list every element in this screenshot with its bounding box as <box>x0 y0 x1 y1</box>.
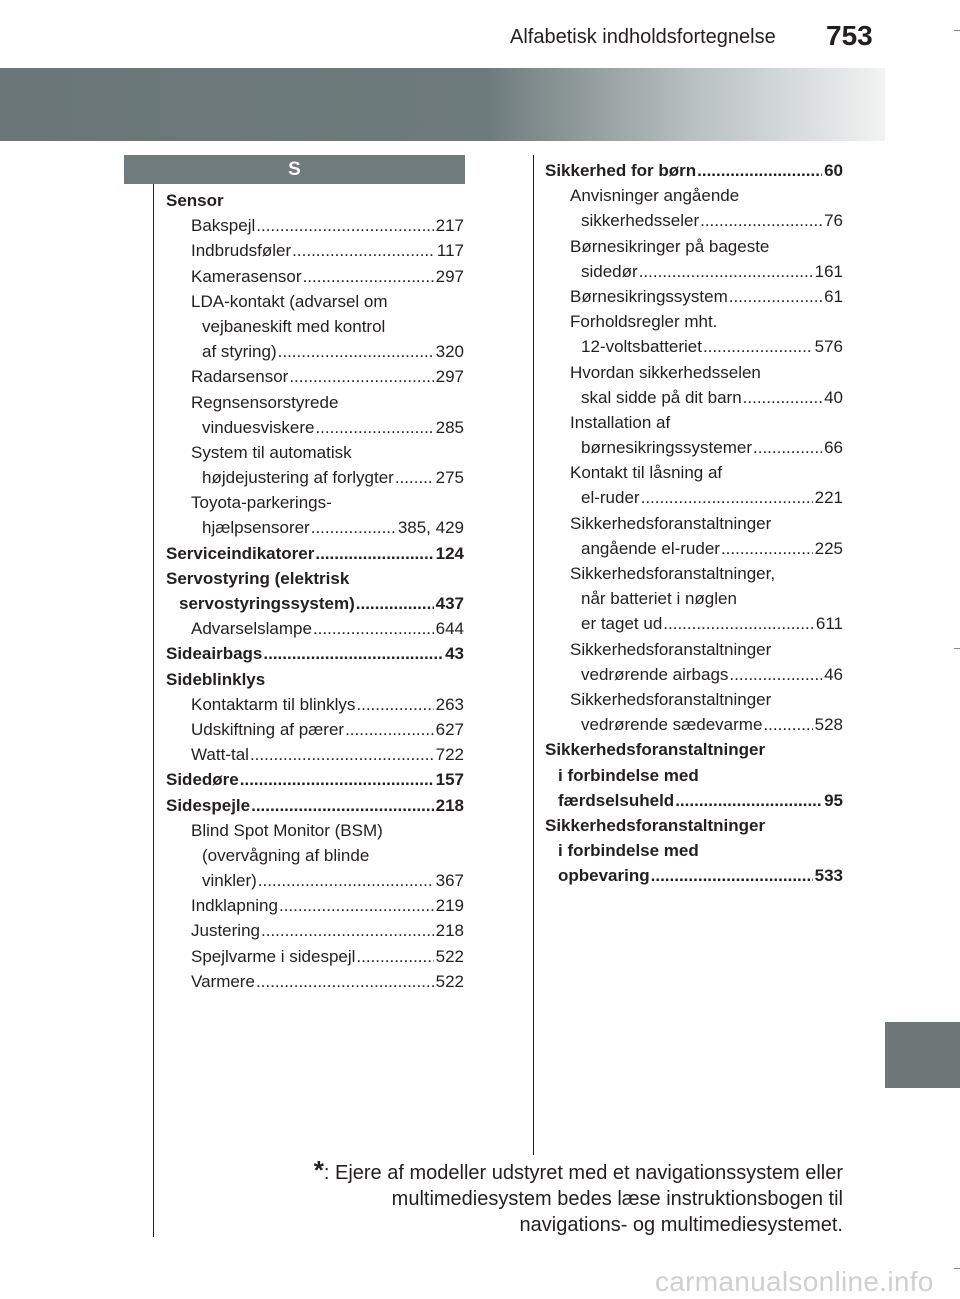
index-entry-page: 611 <box>815 614 843 634</box>
index-entry-text: Varmere <box>191 971 255 991</box>
index-entry <box>545 536 843 561</box>
index-entry-page: 522 <box>435 971 464 991</box>
index-entry <box>545 712 843 737</box>
index-entry <box>166 692 464 717</box>
dot-leader <box>256 969 434 994</box>
index-entry-text: vinduesviskere <box>202 417 315 437</box>
index-entry-text: færdselsuheld <box>558 790 675 810</box>
index-entry-text: Regnsensorstyrede <box>191 392 339 412</box>
dot-leader <box>703 334 813 359</box>
index-entry-text: Kontaktarm til blinklys <box>191 694 356 714</box>
header-band <box>0 68 885 141</box>
index-entry <box>166 868 464 893</box>
index-entry-page: 76 <box>824 211 843 231</box>
index-entry-page: 95 <box>824 790 843 810</box>
index-entry-page: 61 <box>824 286 843 306</box>
index-entry-text: Sikkerhedsforanstaltninger <box>570 513 772 533</box>
index-entry-text: Serviceindikatorer <box>166 543 315 563</box>
index-entry-text: Sikkerhedsforanstaltninger <box>570 639 772 659</box>
dot-leader <box>641 485 813 510</box>
page-number: 753 <box>826 20 873 51</box>
index-entry <box>545 763 843 788</box>
index-entry <box>545 259 843 284</box>
index-entry-text: Bakspejl <box>191 216 256 236</box>
index-entry-text: Sikkerhedsforanstaltninger <box>570 689 772 709</box>
index-entry <box>545 813 843 838</box>
chapter-side-tab <box>885 1022 960 1088</box>
index-entry <box>545 737 843 762</box>
index-entry <box>166 364 464 389</box>
footnote-line-1: *: Ejere af modeller udstyret med et navigationssystem eller <box>313 1155 843 1185</box>
index-entry-text: skal sidde på dit barn <box>581 387 742 407</box>
index-entry <box>545 485 843 510</box>
footnote-line-3: navigations- og multimediesystemet. <box>519 1214 843 1236</box>
index-entry-text: Sideairbags <box>166 644 263 664</box>
index-entry-text: Installation af <box>570 412 671 432</box>
column-divider <box>533 155 534 1155</box>
index-entry-text: (overvågning af blinde <box>202 845 370 865</box>
watermark: carmanualsonline.info <box>655 1266 934 1297</box>
index-entry <box>166 843 464 868</box>
index-entry-page: 367 <box>435 871 464 891</box>
dot-leader <box>251 793 434 818</box>
index-entry <box>545 662 843 687</box>
index-entry-page: 275 <box>435 468 464 488</box>
index-entry-text: angående el-ruder <box>581 538 720 558</box>
index-entry <box>166 541 464 566</box>
index-entry <box>166 339 464 364</box>
index-entry-text: Servostyring (elektrisk <box>166 568 350 588</box>
index-entry-page: 627 <box>435 719 464 739</box>
index-entry-text: Børnesikringer på bageste <box>570 236 770 256</box>
index-entry-page: 533 <box>814 866 843 886</box>
index-entry-text: sidedør <box>581 261 638 281</box>
index-entry <box>545 561 843 586</box>
dot-leader <box>292 238 435 263</box>
footnote-marker: * <box>313 1155 324 1185</box>
index-entry <box>545 611 843 636</box>
index-entry-page: 320 <box>435 342 464 362</box>
index-entry-page: 124 <box>435 543 464 563</box>
index-entry-page: 217 <box>435 216 464 236</box>
index-entry <box>545 586 843 611</box>
index-entry-text: Justering <box>191 921 260 941</box>
left-column-rule <box>153 184 154 1237</box>
index-entry <box>166 415 464 440</box>
index-entry <box>166 440 464 465</box>
index-entry-text: Toyota-parkerings- <box>191 493 332 513</box>
index-entry <box>166 616 464 641</box>
dot-leader <box>256 213 433 238</box>
index-column-left <box>166 188 464 994</box>
dot-leader <box>303 264 434 289</box>
index-entry-text: Advarselslampe <box>191 619 312 639</box>
index-entry-text: Kontakt til låsning af <box>570 463 723 483</box>
index-entry-text: Sideblinklys <box>166 669 266 689</box>
index-entry <box>166 767 464 792</box>
index-entry-page: 528 <box>814 715 843 735</box>
dot-leader <box>261 918 434 943</box>
dot-leader <box>315 415 433 440</box>
index-entry-text: vejbaneskift med kontrol <box>202 316 386 336</box>
index-entry-text: vinkler) <box>202 871 257 891</box>
index-entry-text: Børnesikringssystem <box>570 286 728 306</box>
index-entry-text: Sikkerhedsforanstaltninger <box>545 740 766 760</box>
index-entry <box>545 788 843 813</box>
index-entry-page: 385, 429 <box>397 518 464 538</box>
index-entry <box>545 234 843 259</box>
index-entry <box>545 435 843 460</box>
index-entry <box>166 944 464 969</box>
index-entry-text: Sikkerhedsforanstaltninger, <box>570 564 776 583</box>
index-entry <box>166 591 464 616</box>
index-entry <box>166 264 464 289</box>
crop-mark <box>954 30 960 31</box>
index-entry-text: af styring) <box>202 342 277 362</box>
index-entry-text: vedrørende sædevarme <box>581 715 763 735</box>
index-column-right <box>545 158 843 888</box>
index-entry-page: 161 <box>814 261 843 281</box>
index-entry-text: Indklapning <box>191 896 278 916</box>
dot-leader <box>700 208 822 233</box>
crop-mark <box>954 1268 960 1269</box>
index-entry-text: 12-voltsbatteriet <box>581 337 702 357</box>
dot-leader <box>356 591 434 616</box>
index-entry-text: sikkerhedsseler <box>581 211 700 231</box>
index-entry <box>166 667 464 692</box>
index-entry-text: Spejlvarme i sidespejl <box>191 946 356 966</box>
index-entry-text: Watt-tal <box>191 745 249 765</box>
index-entry <box>545 208 843 233</box>
dot-leader <box>763 712 812 737</box>
index-entry <box>545 410 843 435</box>
dot-leader <box>356 692 433 717</box>
index-entry-page: 437 <box>435 594 464 613</box>
index-entry <box>166 188 464 213</box>
index-entry-text: når batteriet i nøglen <box>581 589 737 609</box>
footnote <box>290 1157 843 1238</box>
index-entry-page: 221 <box>814 488 843 508</box>
dot-leader <box>639 259 813 284</box>
dot-leader <box>289 364 433 389</box>
dot-leader <box>663 611 814 636</box>
index-entry <box>166 918 464 943</box>
dot-leader <box>651 863 813 888</box>
index-entry <box>545 637 843 662</box>
index-entry-text: i forbindelse med <box>558 765 699 785</box>
index-entry <box>545 284 843 309</box>
dot-leader <box>278 339 434 364</box>
dot-leader <box>729 284 822 309</box>
dot-leader <box>258 868 434 893</box>
index-entry <box>545 158 843 183</box>
index-entry-text: børnesikringssystemer <box>581 438 752 458</box>
index-entry-text: Sikkerhed for børn <box>545 161 697 180</box>
header-title: Alfabetisk indholdsfortegnelse <box>510 26 776 48</box>
index-entry-text: Sensor <box>166 191 224 210</box>
index-entry-text: Sikkerhedsforanstaltninger <box>545 815 766 835</box>
index-entry-page: 644 <box>435 619 464 639</box>
index-entry <box>166 314 464 339</box>
index-entry <box>545 360 843 385</box>
index-entry-text: LDA-kontakt (advarsel om <box>191 291 388 311</box>
index-entry-page: 576 <box>814 337 843 357</box>
dot-leader <box>675 788 822 813</box>
index-entry <box>545 687 843 712</box>
dot-leader <box>240 767 434 792</box>
index-entry-text: el-ruder <box>581 488 640 508</box>
index-entry-page: 522 <box>435 946 464 966</box>
dot-leader <box>263 641 443 666</box>
index-entry-page: 218 <box>435 921 464 941</box>
crop-mark <box>954 648 960 649</box>
index-entry-page: 722 <box>435 745 464 765</box>
dot-leader <box>250 742 434 767</box>
index-entry <box>545 183 843 208</box>
index-entry-page: 46 <box>824 664 843 684</box>
dot-leader <box>753 435 822 460</box>
index-entry <box>166 969 464 994</box>
dot-leader <box>345 717 434 742</box>
index-entry <box>166 717 464 742</box>
dot-leader <box>729 662 822 687</box>
index-entry <box>166 289 464 314</box>
index-entry-text: Sidedøre <box>166 770 239 790</box>
index-entry-text: vedrørende airbags <box>581 664 729 684</box>
index-entry <box>166 893 464 918</box>
index-entry-text: Radarsensor <box>191 367 289 387</box>
index-entry-text: hjælpsensorer <box>202 518 310 538</box>
dot-leader <box>315 541 433 566</box>
index-entry-text: Hvordan sikkerhedsselen <box>570 362 761 382</box>
index-entry <box>166 238 464 263</box>
dot-leader <box>356 944 433 969</box>
dot-leader <box>395 465 434 490</box>
index-entry <box>545 385 843 410</box>
index-entry-text: Indbrudsføler <box>191 241 292 261</box>
index-entry-text: servostyringssystem) <box>179 594 355 613</box>
index-entry <box>166 390 464 415</box>
dot-leader <box>721 536 813 561</box>
index-entry-text: Forholdsregler mht. <box>570 312 718 332</box>
index-entry-page: 40 <box>824 387 843 407</box>
index-entry-text: er taget ud <box>581 614 663 634</box>
dot-leader <box>279 893 434 918</box>
index-entry-text: Blind Spot Monitor (BSM) <box>191 820 383 840</box>
index-entry-page: 225 <box>814 538 843 558</box>
index-entry <box>166 490 464 515</box>
index-entry-text: Kamerasensor <box>191 266 302 286</box>
index-entry <box>545 309 843 334</box>
index-entry <box>166 818 464 843</box>
index-entry-text: opbevaring <box>558 866 650 886</box>
index-entry-page: 157 <box>435 770 464 790</box>
index-entry-text: Udskiftning af pærer <box>191 719 345 739</box>
index-entry-page: 117 <box>436 241 464 261</box>
index-entry <box>166 465 464 490</box>
index-entry-text: i forbindelse med <box>558 841 699 861</box>
index-entry-text: højdejustering af forlygter <box>202 468 394 488</box>
footnote-line-2: multimediesystem bedes læse instruktionsbogen til <box>391 1188 843 1210</box>
index-entry <box>545 863 843 888</box>
index-entry <box>545 838 843 863</box>
index-entry <box>166 566 464 591</box>
dot-leader <box>313 616 434 641</box>
dot-leader <box>743 385 822 410</box>
index-entry <box>545 460 843 485</box>
section-letter-band: S <box>124 155 465 184</box>
index-entry-page: 60 <box>824 161 843 180</box>
index-entry <box>166 742 464 767</box>
index-entry <box>545 511 843 536</box>
index-entry <box>166 641 464 666</box>
index-entry-page: 66 <box>824 438 843 458</box>
index-entry-page: 263 <box>435 694 464 714</box>
index-entry-page: 43 <box>445 644 464 664</box>
index-entry <box>545 334 843 359</box>
dot-leader <box>311 515 396 540</box>
index-entry <box>166 213 464 238</box>
index-entry-page: 218 <box>435 795 464 815</box>
index-entry-text: Sidespejle <box>166 795 251 815</box>
index-entry <box>166 793 464 818</box>
index-entry <box>166 515 464 540</box>
index-entry-page: 285 <box>435 417 464 437</box>
index-entry-text: System til automatisk <box>191 442 352 462</box>
index-entry-page: 297 <box>435 367 464 387</box>
index-entry-text: Anvisninger angående <box>570 186 740 206</box>
index-entry-page: 219 <box>435 896 464 916</box>
dot-leader <box>697 158 822 183</box>
index-entry-page: 297 <box>435 266 464 286</box>
